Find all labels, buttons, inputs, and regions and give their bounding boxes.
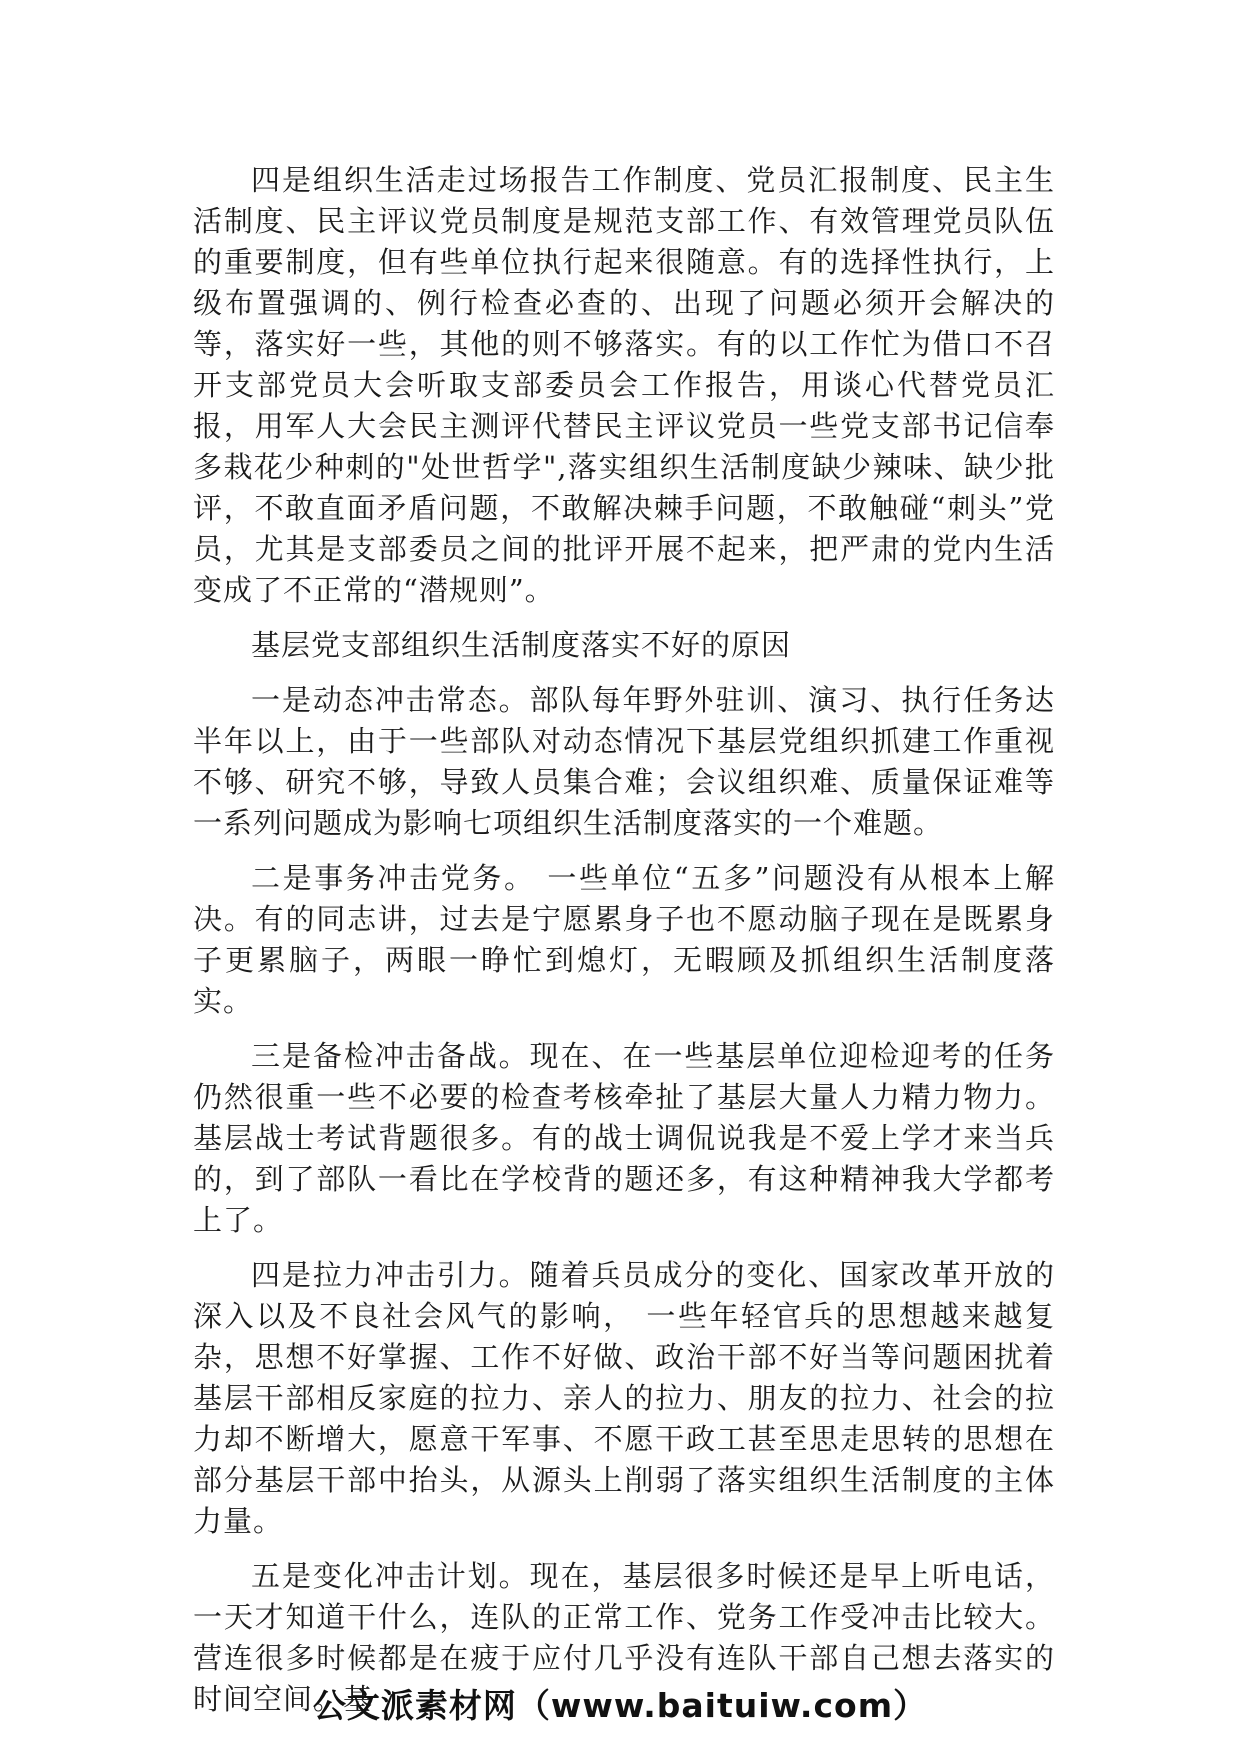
paragraph-dynamic-impact: 一是动态冲击常态。部队每年野外驻训、演习、执行任务达半年以上，由于一些部队对动态情况下基层党组织抓建工作重视不够、研究不够，导致人员集合难；会议组织难、质量保证难等一系列问题成为影响七项组织生活制度落实的一个难题。 <box>193 683 1055 840</box>
paragraph-affairs-impact: 二是事务冲击党务。 一些单位“五多”问题没有从根本上解决。有的同志讲，过去是宁愿累身子也不愿动脑子现在是既累身子更累脑子，两眼一睁忙到熄灯，无暇顾及抓组织生活制度落实。 <box>193 861 1055 1018</box>
footer-watermark: 公文派素材网（www.baituiw.com） <box>312 1686 928 1725</box>
document-body <box>193 160 1055 1734</box>
paragraph-inspection-impact: 三是备检冲击备战。现在、在一些基层单位迎检迎考的任务仍然很重一些不必要的检查考核牵扯了基层大量人力精力物力。基层战士考试背题很多。有的战士调侃说我是不爱上学才来当兵的，到了部队一看比在学校背的题还多，有这种精神我大学都考上了。 <box>193 1039 1055 1237</box>
paragraph-organizational-life-formality: 四是组织生活走过场报告工作制度、党员汇报制度、民主生活制度、民主评议党员制度是规范支部工作、有效管理党员队伍的重要制度，但有些单位执行起来很随意。有的选择性执行，上级布置强调的、例行检查必查的、出现了问题必须开会解决的等，落实好一些，其他的则不够落实。有的以工作忙为借口不召开支部党员大会听取支部委员会工作报告，用谈心代替党员汇报，用军人大会民主测评代替民主评议党员一些党支部书记信奉多栽花少种刺的"处世哲学",落实组织生活制度缺少辣味、缺少批评，不敢直面矛盾问题，不敢解决棘手问题，不敢触碰“刺头”党员，尤其是支部委员之间的批评开展不起来，把严肃的党内生活变成了不正常的“潜规则”。 <box>193 163 1055 607</box>
paragraph-pull-impact: 四是拉力冲击引力。随着兵员成分的变化、国家改革开放的深入以及不良社会风气的影响， 一些年轻官兵的思想越来越复杂，思想不好掌握、工作不好做、政治干部不好当等问题困扰着基层干部相反家庭的拉力、亲人的拉力、朋友的拉力、社会的拉力却不断增大，愿意干军事、不愿干政工甚至思走思转的思想在部分基层干部中抬头，从源头上削弱了落实组织生活制度的主体力量。 <box>193 1258 1055 1538</box>
paragraph-change-impact: 五是变化冲击计划。现在，基层很多时候还是早上听电话， 一天才知道干什么，连队的正常工作、党务工作受冲击比较大。营连很多时候都是在疲于应付几乎没有连队干部自己想去落实的时间空间。基 <box>193 1559 1055 1716</box>
section-heading-causes: 基层党支部组织生活制度落实不好的原因 <box>251 628 792 662</box>
